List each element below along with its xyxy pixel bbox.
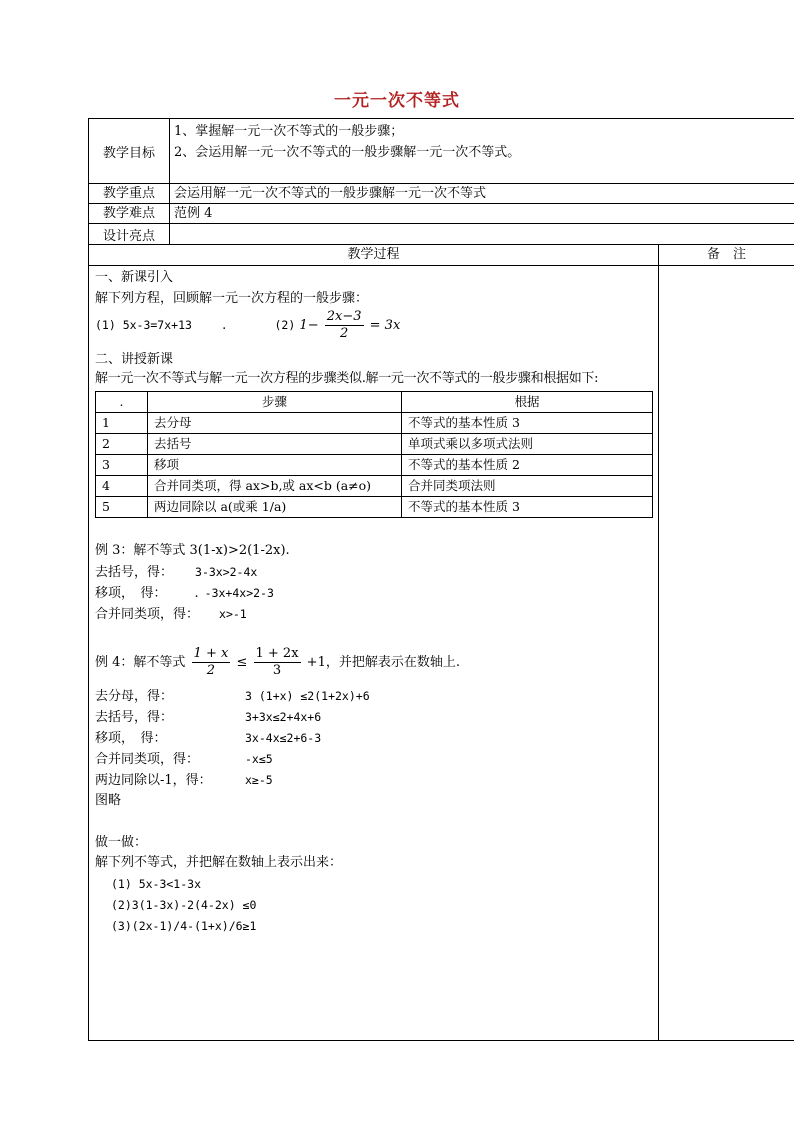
example4-step-2-expr: 3+3x≤2+4x+6: [245, 710, 322, 724]
key-label: 教学重点: [89, 184, 170, 204]
example4-step-1-expr: 3 (1+x) ≤2(1+2x)+6: [245, 689, 370, 703]
example3-step-1-expr: 3-3x>2-4x: [195, 565, 258, 579]
design-content: [170, 224, 794, 245]
example4-step-3-expr: 3x-4x≤2+6-3: [245, 731, 322, 745]
step-name: 两边同除以 a(或乘 1/a): [148, 497, 402, 518]
example4-problem: [95, 644, 460, 682]
equation-2-numerator: 2x−3: [326, 309, 362, 324]
example3-step-2-dot: .: [194, 586, 199, 601]
steps-header-basis: 根据: [402, 392, 653, 413]
example4-step-5: [95, 771, 273, 790]
practice-item-1: (1) 5x-3<1-3x: [111, 877, 202, 891]
example3-step-1-label: 去括号，得：: [95, 565, 174, 580]
table-row: [96, 413, 653, 434]
equation-1-dot: .: [222, 318, 227, 333]
step-basis: 合并同类项法则: [402, 476, 653, 497]
equation-2-prefix: (2): [274, 318, 296, 332]
teach-heading: 二、讲授新课: [95, 352, 174, 367]
example4-fraction-2-numerator: 1 + 2x: [255, 646, 299, 661]
example3-step-2: [95, 584, 274, 603]
step-name: 去分母: [148, 413, 402, 434]
example3-problem: 例 3：解不等式 3(1-x)>2(1-2x).: [95, 543, 290, 558]
step-number: 4: [96, 476, 148, 497]
step-basis: 不等式的基本性质 3: [402, 413, 653, 434]
intro-prompt: 解下列方程，回顾解一元一次方程的一般步骤：: [95, 291, 369, 306]
step-name: 去括号: [148, 434, 402, 455]
step-name: 移项: [148, 455, 402, 476]
example3-step-2-expr: -3x+4x>2-3: [204, 586, 274, 600]
example4-fraction-2-denominator: 3: [272, 663, 282, 678]
equation-2-denominator: 2: [339, 326, 349, 341]
key-row: [89, 184, 794, 204]
example4-step-2: [95, 708, 321, 727]
steps-header-no: .: [96, 392, 148, 413]
example4-leq: ≤: [236, 655, 248, 670]
step-number: 3: [96, 455, 148, 476]
teach-intro-line: 解一元一次不等式与解一元一次方程的步骤类似.解一元一次不等式的一般步骤和根据如下:: [95, 371, 599, 386]
example4-step-4-label: 合并同类项，得：: [95, 752, 200, 767]
practice-item-3: (3)(2x-1)/4-(1+x)/6≥1: [111, 919, 257, 933]
example4-fraction-1: [192, 646, 231, 679]
table-row: [96, 455, 653, 476]
example4-step-1: [95, 687, 370, 706]
design-row: [89, 224, 794, 245]
equation-2-lhs: 1−: [299, 318, 319, 333]
example4-fraction-2: [254, 646, 301, 679]
practice-item-2: (2)3(1-3x)-2(4-2x) ≤0: [111, 898, 257, 912]
example4-suffix: ，并把解表示在数轴上.: [325, 655, 460, 670]
goal-line-2: 2、会运用解一元一次不等式的一般步骤解一元一次不等式。: [174, 145, 521, 160]
step-number: 2: [96, 434, 148, 455]
notes-header: 备 注: [659, 245, 794, 266]
example4-step-5-expr: x≥-5: [245, 773, 273, 787]
key-content: 会运用解一元一次不等式的一般步骤解一元一次不等式: [170, 184, 794, 204]
example3-step-3-expr: x>-1: [219, 607, 247, 621]
difficulty-label: 教学难点: [89, 204, 170, 224]
example4-step-2-label: 去括号，得：: [95, 710, 174, 725]
intro-heading: 一、新课引入: [95, 270, 174, 285]
difficulty-row: [89, 204, 794, 224]
example4-step-1-label: 去分母，得：: [95, 689, 174, 704]
process-body-row: [89, 266, 794, 1041]
example4-prefix: 例 4：解不等式: [95, 655, 186, 670]
example3-step-2-label: 移项， 得：: [95, 586, 167, 601]
table-row: [96, 497, 653, 518]
example3-step-3: [95, 605, 247, 624]
equation-1: (1) 5x-3=7x+13: [95, 318, 192, 332]
example4-fraction-1-numerator: 1 + x: [193, 646, 229, 661]
step-name: 合并同类项，得 ax>b,或 ax<b (a≠o): [148, 476, 402, 497]
process-header: 教学过程: [89, 245, 659, 266]
steps-table: [95, 391, 653, 518]
goal-content: [170, 119, 794, 184]
step-number: 1: [96, 413, 148, 434]
steps-header-step: 步骤: [148, 392, 402, 413]
process-content: [89, 266, 659, 1041]
design-label: 设计亮点: [89, 224, 170, 245]
example4-step-5-label: 两边同除以-1，得：: [95, 773, 212, 788]
example4-step-4: [95, 750, 273, 769]
example3-step-3-label: 合并同类项，得：: [95, 607, 200, 622]
table-row: [96, 434, 653, 455]
example4-step-3-label: 移项， 得：: [95, 731, 167, 746]
goal-row: [89, 119, 794, 184]
example4-plus-one: +1: [306, 655, 326, 670]
goal-line-1: 1、掌握解一元一次不等式的一般步骤；: [174, 124, 404, 139]
example4-step-4-expr: -x≤5: [245, 752, 273, 766]
table-row: [96, 476, 653, 497]
intro-equations: [95, 308, 400, 343]
example4-step-3: [95, 729, 321, 748]
equation-2-rhs: = 3x: [369, 318, 401, 333]
lesson-plan-table: [88, 118, 794, 1041]
steps-table-header: [96, 392, 653, 413]
process-header-row: [89, 245, 794, 266]
practice-heading: 做一做：: [95, 835, 148, 850]
goal-label: 教学目标: [89, 119, 170, 184]
example3-step-1: [95, 563, 257, 582]
notes-content: [659, 266, 794, 1041]
example4-figure-note: 图略: [95, 793, 122, 808]
difficulty-content: 范例 4: [170, 204, 794, 224]
equation-2-fraction: [325, 309, 364, 342]
step-basis: 不等式的基本性质 3: [402, 497, 653, 518]
page-title: 一元一次不等式: [334, 91, 460, 111]
example4-fraction-1-denominator: 2: [206, 663, 216, 678]
step-number: 5: [96, 497, 148, 518]
step-basis: 不等式的基本性质 2: [402, 455, 653, 476]
step-basis: 单项式乘以多项式法则: [402, 434, 653, 455]
practice-prompt: 解下列不等式，并把解在数轴上表示出来：: [95, 855, 343, 870]
